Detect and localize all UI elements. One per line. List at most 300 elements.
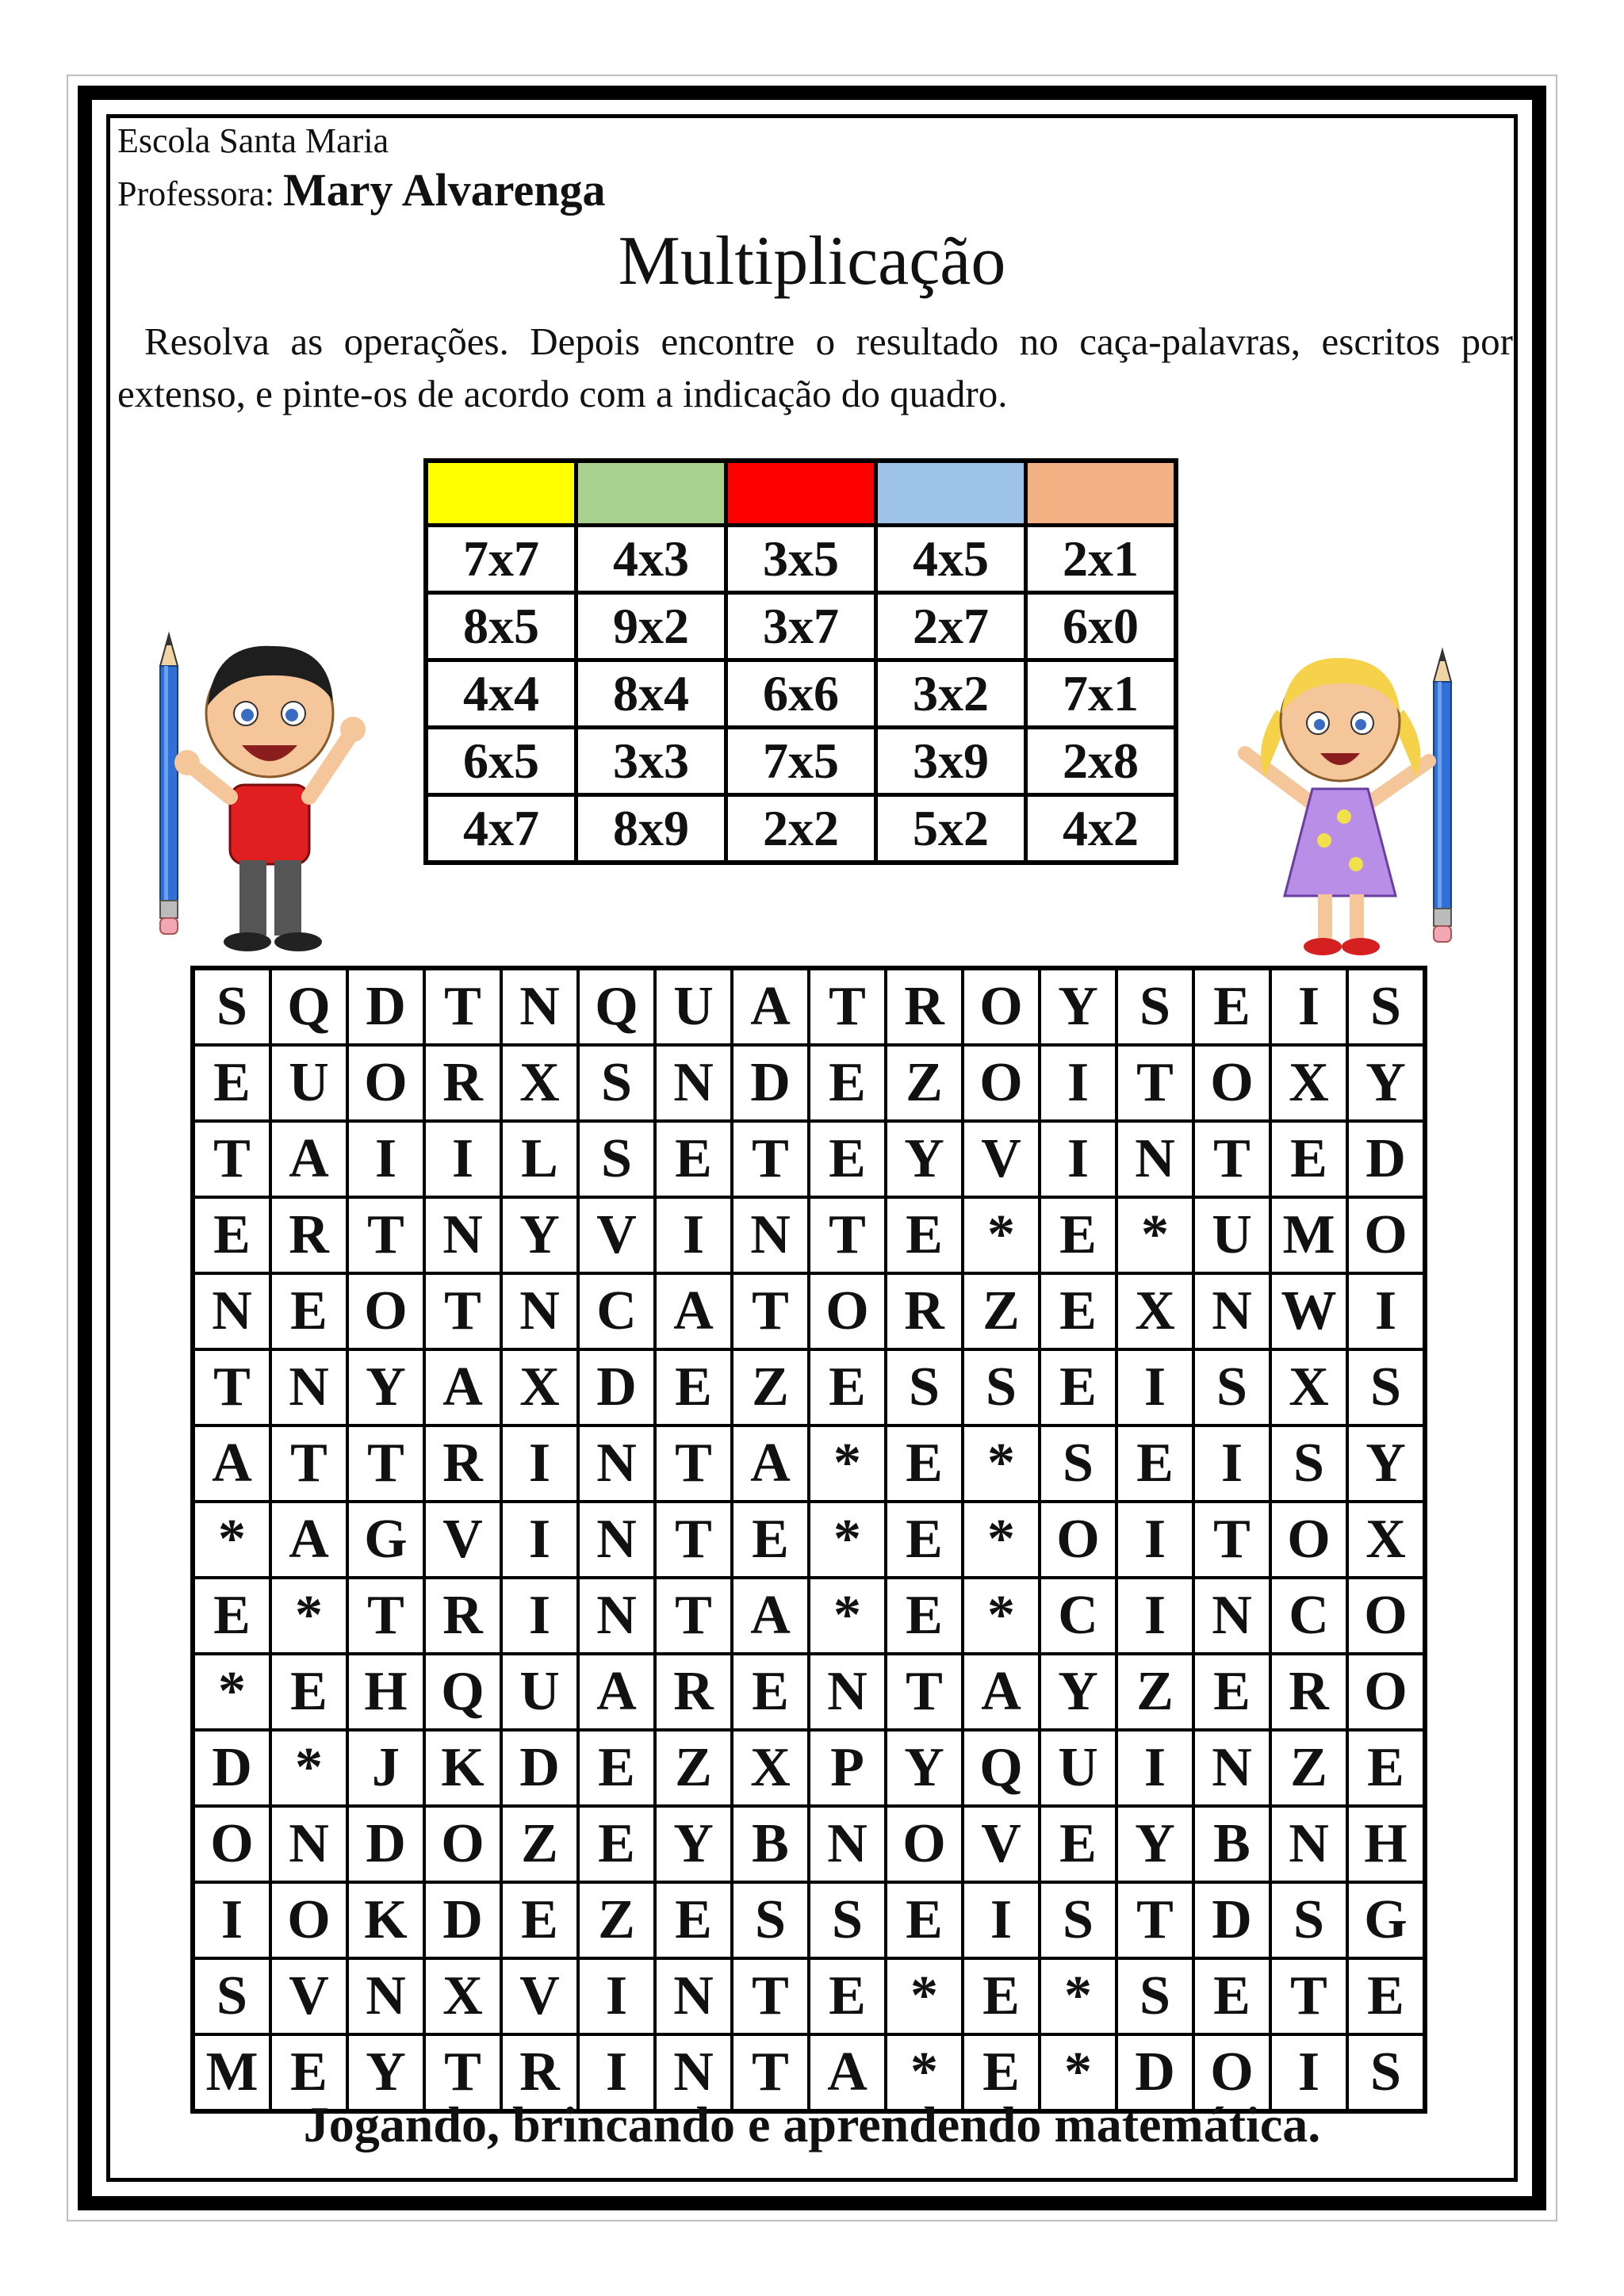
letter-cell[interactable]: I	[1193, 1425, 1270, 1502]
letter-cell[interactable]: I	[1040, 1121, 1116, 1197]
letter-cell[interactable]: *	[809, 1578, 886, 1654]
letter-cell[interactable]: V	[578, 1197, 655, 1273]
letter-cell[interactable]: *	[809, 1502, 886, 1578]
letter-cell[interactable]: N	[809, 1806, 886, 1882]
letter-cell[interactable]: D	[193, 1730, 270, 1806]
letter-cell[interactable]: S	[193, 1958, 270, 2034]
letter-cell[interactable]: N	[1116, 1121, 1193, 1197]
letter-cell[interactable]: O	[270, 1882, 347, 1958]
operation-row	[426, 660, 1176, 728]
letter-cell[interactable]: E	[809, 1121, 886, 1197]
letter-cell[interactable]: T	[732, 1273, 809, 1349]
color-swatch	[726, 461, 876, 526]
operation-cell: 3x9	[876, 728, 1026, 795]
letter-cell[interactable]: E	[1040, 1806, 1116, 1882]
word-search-row	[193, 1958, 1425, 2034]
operation-cell: 4x7	[426, 795, 576, 863]
letter-cell[interactable]: E	[732, 1654, 809, 1730]
letter-cell[interactable]: A	[732, 1578, 809, 1654]
letter-cell[interactable]: D	[501, 1730, 578, 1806]
letter-cell[interactable]: N	[501, 1273, 578, 1349]
letter-cell[interactable]: T	[732, 1958, 809, 2034]
letter-cell[interactable]: O	[886, 1806, 963, 1882]
letter-cell[interactable]: S	[732, 1882, 809, 1958]
letter-cell[interactable]: X	[1116, 1273, 1193, 1349]
letter-cell[interactable]: P	[809, 1730, 886, 1806]
letter-cell[interactable]: V	[501, 1958, 578, 2034]
operation-cell: 4x5	[876, 526, 1026, 593]
letter-cell[interactable]: Z	[963, 1273, 1040, 1349]
letter-cell[interactable]: S	[1347, 2034, 1425, 2111]
operation-cell: 4x2	[1026, 795, 1177, 863]
letter-cell[interactable]: Z	[501, 1806, 578, 1882]
letter-cell[interactable]: Y	[501, 1197, 578, 1273]
teacher-name: Mary Alvarenga	[282, 164, 606, 216]
letter-cell[interactable]: N	[655, 2034, 732, 2111]
letter-cell[interactable]: T	[1116, 1045, 1193, 1121]
letter-cell[interactable]: *	[886, 1958, 963, 2034]
girl-with-pencil-illustration	[1221, 634, 1467, 967]
letter-cell[interactable]: *	[270, 1730, 347, 1806]
letter-cell[interactable]: N	[270, 1806, 347, 1882]
letter-cell[interactable]: I	[1116, 1730, 1193, 1806]
letter-cell[interactable]: X	[1270, 1045, 1347, 1121]
letter-cell[interactable]: E	[1193, 1958, 1270, 2034]
letter-cell[interactable]: Y	[1040, 968, 1116, 1045]
operation-cell: 2x7	[876, 593, 1026, 660]
letter-cell[interactable]: S	[963, 1349, 1040, 1425]
letter-cell[interactable]: I	[655, 1197, 732, 1273]
letter-cell[interactable]: I	[578, 2034, 655, 2111]
color-swatch	[576, 461, 726, 526]
letter-cell[interactable]: T	[193, 1349, 270, 1425]
letter-cell[interactable]: N	[424, 1197, 501, 1273]
letter-cell[interactable]: E	[1040, 1349, 1116, 1425]
letter-cell[interactable]: O	[424, 1806, 501, 1882]
letter-cell[interactable]: Z	[1116, 1654, 1193, 1730]
operation-cell: 5x2	[876, 795, 1026, 863]
letter-cell[interactable]: R	[886, 968, 963, 1045]
operation-cell: 6x6	[726, 660, 876, 728]
letter-cell[interactable]: E	[193, 1578, 270, 1654]
letter-cell[interactable]: S	[1040, 1425, 1116, 1502]
color-swatch	[876, 461, 1026, 526]
letter-cell[interactable]: E	[809, 1958, 886, 2034]
letter-cell[interactable]: U	[270, 1045, 347, 1121]
word-search-row	[193, 1730, 1425, 1806]
letter-cell[interactable]: O	[1040, 1502, 1116, 1578]
letter-cell[interactable]: Y	[1347, 1425, 1425, 1502]
operation-cell: 2x8	[1026, 728, 1177, 795]
letter-cell[interactable]: O	[963, 1045, 1040, 1121]
word-search-row	[193, 1121, 1425, 1197]
letter-cell[interactable]: S	[809, 1882, 886, 1958]
letter-cell[interactable]: *	[963, 1197, 1040, 1273]
word-search-row	[193, 1654, 1425, 1730]
letter-cell[interactable]: T	[732, 1121, 809, 1197]
letter-cell[interactable]: X	[1347, 1502, 1425, 1578]
letter-cell[interactable]: R	[424, 1578, 501, 1654]
letter-cell[interactable]: S	[193, 968, 270, 1045]
letter-cell[interactable]: K	[347, 1882, 424, 1958]
letter-cell[interactable]: O	[347, 1045, 424, 1121]
letter-cell[interactable]: Z	[655, 1730, 732, 1806]
letter-cell[interactable]: I	[1116, 1349, 1193, 1425]
letter-cell[interactable]: T	[886, 1654, 963, 1730]
letter-cell[interactable]: E	[1270, 1121, 1347, 1197]
letter-cell[interactable]: X	[501, 1045, 578, 1121]
operation-cell: 4x4	[426, 660, 576, 728]
letter-cell[interactable]: T	[1193, 1121, 1270, 1197]
word-search-row	[193, 1578, 1425, 1654]
letter-cell[interactable]: E	[270, 1273, 347, 1349]
letter-cell[interactable]: E	[270, 2034, 347, 2111]
letter-cell[interactable]: A	[193, 1425, 270, 1502]
letter-cell[interactable]: E	[886, 1578, 963, 1654]
letter-cell[interactable]: E	[1347, 1730, 1425, 1806]
letter-cell[interactable]: R	[424, 1425, 501, 1502]
operation-cell: 3x7	[726, 593, 876, 660]
letter-cell[interactable]: *	[1040, 1958, 1116, 2034]
word-search-row	[193, 1197, 1425, 1273]
letter-cell[interactable]: N	[655, 1958, 732, 2034]
letter-cell[interactable]: D	[1347, 1121, 1425, 1197]
operation-row	[426, 795, 1176, 863]
operation-cell: 2x1	[1026, 526, 1177, 593]
letter-cell[interactable]: E	[1193, 1654, 1270, 1730]
letter-cell[interactable]: I	[1270, 968, 1347, 1045]
instructions-text: Resolva as operações. Depois encontre o resultado no caça-palavras, escritos por extenso, e pinte-os de acordo com a indicação do quadro.	[117, 320, 1513, 415]
operation-row	[426, 728, 1176, 795]
letter-cell[interactable]: S	[1270, 1425, 1347, 1502]
letter-cell[interactable]: I	[1347, 1273, 1425, 1349]
letter-cell[interactable]: S	[1193, 1349, 1270, 1425]
letter-cell[interactable]: C	[578, 1273, 655, 1349]
letter-cell[interactable]: X	[732, 1730, 809, 1806]
letter-cell[interactable]: E	[886, 1502, 963, 1578]
page-title: Multiplicação	[618, 223, 1006, 300]
letter-cell[interactable]: *	[963, 1578, 1040, 1654]
letter-cell[interactable]: S	[1116, 968, 1193, 1045]
letter-cell[interactable]: A	[809, 2034, 886, 2111]
letter-cell[interactable]: I	[1116, 1502, 1193, 1578]
color-swatch	[426, 461, 576, 526]
letter-cell[interactable]: E	[655, 1349, 732, 1425]
letter-cell[interactable]: M	[193, 2034, 270, 2111]
letter-cell[interactable]: L	[501, 1121, 578, 1197]
letter-cell[interactable]: U	[1193, 1197, 1270, 1273]
letter-cell[interactable]: *	[963, 1425, 1040, 1502]
letter-cell[interactable]: T	[809, 1197, 886, 1273]
operation-cell: 4x3	[576, 526, 726, 593]
letter-cell[interactable]: N	[578, 1502, 655, 1578]
letter-cell[interactable]: *	[193, 1654, 270, 1730]
letter-cell[interactable]: S	[1116, 1958, 1193, 2034]
operation-cell: 3x2	[876, 660, 1026, 728]
letter-cell[interactable]: N	[1193, 1730, 1270, 1806]
letter-cell[interactable]: V	[963, 1806, 1040, 1882]
letter-cell[interactable]: U	[655, 968, 732, 1045]
letter-cell[interactable]: T	[1270, 1958, 1347, 2034]
letter-cell[interactable]: X	[424, 1958, 501, 2034]
letter-cell[interactable]: H	[347, 1654, 424, 1730]
letter-cell[interactable]: I	[501, 1578, 578, 1654]
letter-cell[interactable]: E	[193, 1197, 270, 1273]
letter-cell[interactable]: T	[347, 1197, 424, 1273]
operation-row	[426, 526, 1176, 593]
letter-cell[interactable]: A	[732, 968, 809, 1045]
operation-cell: 3x3	[576, 728, 726, 795]
word-search-row	[193, 1502, 1425, 1578]
letter-cell[interactable]: I	[963, 1882, 1040, 1958]
letter-cell[interactable]: C	[1040, 1578, 1116, 1654]
operation-cell: 8x5	[426, 593, 576, 660]
letter-cell[interactable]: Y	[655, 1806, 732, 1882]
letter-cell[interactable]: A	[963, 1654, 1040, 1730]
letter-cell[interactable]: B	[732, 1806, 809, 1882]
letter-cell[interactable]: E	[886, 1425, 963, 1502]
letter-cell[interactable]: E	[1116, 1425, 1193, 1502]
letter-cell[interactable]: N	[1270, 1806, 1347, 1882]
letter-cell[interactable]: T	[1116, 1882, 1193, 1958]
letter-cell[interactable]: Y	[1347, 1045, 1425, 1121]
letter-cell[interactable]: N	[655, 1045, 732, 1121]
letter-cell[interactable]: A	[270, 1502, 347, 1578]
letter-cell[interactable]: O	[1347, 1578, 1425, 1654]
letter-cell[interactable]: E	[886, 1882, 963, 1958]
letter-cell[interactable]: N	[193, 1273, 270, 1349]
word-search-row	[193, 968, 1425, 1045]
letter-cell[interactable]: I	[501, 1502, 578, 1578]
letter-cell[interactable]: E	[270, 1654, 347, 1730]
operation-cell: 9x2	[576, 593, 726, 660]
letter-cell[interactable]: *	[886, 2034, 963, 2111]
letter-cell[interactable]: I	[424, 1121, 501, 1197]
letter-cell[interactable]: E	[809, 1045, 886, 1121]
letter-cell[interactable]: Q	[270, 968, 347, 1045]
letter-cell[interactable]: I	[347, 1121, 424, 1197]
letter-cell[interactable]: T	[809, 968, 886, 1045]
letter-cell[interactable]: T	[655, 1502, 732, 1578]
teacher-label: Professora:	[117, 174, 274, 213]
letter-cell[interactable]: X	[501, 1349, 578, 1425]
letter-cell[interactable]: I	[578, 1958, 655, 2034]
letter-cell[interactable]: O	[1347, 1654, 1425, 1730]
letter-cell[interactable]: N	[809, 1654, 886, 1730]
letter-cell[interactable]: O	[809, 1273, 886, 1349]
letter-cell[interactable]: R	[270, 1197, 347, 1273]
letter-cell[interactable]: N	[270, 1349, 347, 1425]
letter-cell[interactable]: U	[501, 1654, 578, 1730]
operation-cell: 8x9	[576, 795, 726, 863]
letter-cell[interactable]: T	[347, 1425, 424, 1502]
letter-cell[interactable]: T	[347, 1578, 424, 1654]
letter-cell[interactable]: R	[655, 1654, 732, 1730]
letter-cell[interactable]: N	[578, 1578, 655, 1654]
operation-cell: 6x5	[426, 728, 576, 795]
letter-cell[interactable]: E	[578, 1730, 655, 1806]
letter-cell[interactable]: V	[424, 1502, 501, 1578]
letter-cell[interactable]: G	[347, 1502, 424, 1578]
operation-cell: 2x2	[726, 795, 876, 863]
letter-cell[interactable]: *	[193, 1502, 270, 1578]
letter-cell[interactable]: O	[1347, 1197, 1425, 1273]
letter-cell[interactable]: E	[1040, 1273, 1116, 1349]
letter-cell[interactable]: E	[1040, 1197, 1116, 1273]
letter-cell[interactable]: V	[963, 1121, 1040, 1197]
letter-cell[interactable]: K	[424, 1730, 501, 1806]
letter-cell[interactable]: *	[809, 1425, 886, 1502]
letter-cell[interactable]: I	[1040, 1045, 1116, 1121]
word-search-row	[193, 1425, 1425, 1502]
letter-cell[interactable]: W	[1270, 1273, 1347, 1349]
letter-cell[interactable]: Y	[1116, 1806, 1193, 1882]
letter-cell[interactable]: X	[1270, 1349, 1347, 1425]
letter-cell[interactable]: A	[578, 1654, 655, 1730]
letter-cell[interactable]: T	[270, 1425, 347, 1502]
letter-cell[interactable]: E	[655, 1121, 732, 1197]
letter-cell[interactable]: S	[1347, 968, 1425, 1045]
word-search-row	[193, 1045, 1425, 1121]
word-search-row	[193, 1349, 1425, 1425]
letter-cell[interactable]: Z	[886, 1045, 963, 1121]
letter-cell[interactable]: O	[1270, 1502, 1347, 1578]
footer-slogan: Jogando, brincando e aprendendo matemática.	[303, 2096, 1321, 2152]
letter-cell[interactable]: N	[1193, 1578, 1270, 1654]
letter-cell[interactable]: M	[1270, 1197, 1347, 1273]
letter-cell[interactable]: C	[1270, 1578, 1347, 1654]
letter-cell[interactable]: S	[886, 1349, 963, 1425]
letter-cell[interactable]: E	[963, 2034, 1040, 2111]
letter-cell[interactable]: A	[655, 1273, 732, 1349]
letter-cell[interactable]: O	[1193, 2034, 1270, 2111]
letter-cell[interactable]: T	[655, 1425, 732, 1502]
operation-cell: 7x1	[1026, 660, 1177, 728]
letter-cell[interactable]: Q	[963, 1730, 1040, 1806]
letter-cell[interactable]: D	[347, 1806, 424, 1882]
teacher-line	[117, 166, 605, 218]
letter-cell[interactable]: Z	[1270, 1730, 1347, 1806]
letter-cell[interactable]: O	[1193, 1045, 1270, 1121]
school-name: Escola Santa Maria	[117, 121, 389, 160]
letter-cell[interactable]: A	[270, 1121, 347, 1197]
operation-cell: 7x7	[426, 526, 576, 593]
letter-cell[interactable]: E	[732, 1502, 809, 1578]
letter-cell[interactable]: E	[886, 1197, 963, 1273]
letter-cell[interactable]: O	[963, 968, 1040, 1045]
letter-cell[interactable]: B	[1193, 1806, 1270, 1882]
letter-cell[interactable]: I	[1270, 2034, 1347, 2111]
letter-cell[interactable]: D	[424, 1882, 501, 1958]
operation-cell: 8x4	[576, 660, 726, 728]
letter-cell[interactable]: A	[424, 1349, 501, 1425]
letter-cell[interactable]: N	[347, 1958, 424, 2034]
operation-cell: 7x5	[726, 728, 876, 795]
color-swatch	[1026, 461, 1177, 526]
letter-cell[interactable]: O	[193, 1806, 270, 1882]
letter-cell[interactable]: T	[655, 1578, 732, 1654]
letter-cell[interactable]: *	[963, 1502, 1040, 1578]
letter-cell[interactable]: R	[1270, 1654, 1347, 1730]
letter-cell[interactable]: *	[270, 1578, 347, 1654]
letter-cell[interactable]: Q	[424, 1654, 501, 1730]
letter-cell[interactable]: Q	[578, 968, 655, 1045]
letter-cell[interactable]: E	[578, 1806, 655, 1882]
letter-cell[interactable]: D	[1193, 1882, 1270, 1958]
letter-cell[interactable]: T	[424, 2034, 501, 2111]
letter-cell[interactable]: Y	[1040, 1654, 1116, 1730]
letter-cell[interactable]: T	[732, 2034, 809, 2111]
letter-cell[interactable]: V	[270, 1958, 347, 2034]
letter-cell[interactable]: N	[578, 1425, 655, 1502]
letter-cell[interactable]: R	[501, 2034, 578, 2111]
letter-cell[interactable]: E	[193, 1045, 270, 1121]
letter-cell[interactable]: E	[1347, 1958, 1425, 2034]
letter-cell[interactable]: N	[732, 1197, 809, 1273]
letter-cell[interactable]: Z	[578, 1882, 655, 1958]
letter-cell[interactable]: N	[501, 968, 578, 1045]
letter-cell[interactable]: S	[578, 1121, 655, 1197]
letter-cell[interactable]: T	[424, 1273, 501, 1349]
letter-cell[interactable]: Y	[347, 2034, 424, 2111]
letter-cell[interactable]: G	[1347, 1882, 1425, 1958]
letter-cell[interactable]: E	[963, 1958, 1040, 2034]
letter-cell[interactable]: J	[347, 1730, 424, 1806]
letter-cell[interactable]: T	[193, 1121, 270, 1197]
letter-cell[interactable]: R	[886, 1273, 963, 1349]
letter-cell[interactable]: *	[1040, 2034, 1116, 2111]
letter-cell[interactable]: S	[578, 1045, 655, 1121]
letter-cell[interactable]: N	[1193, 1273, 1270, 1349]
color-swatch-row	[426, 461, 1176, 526]
letter-cell[interactable]: Y	[347, 1349, 424, 1425]
letter-cell[interactable]: S	[1347, 1349, 1425, 1425]
letter-cell[interactable]: E	[1193, 968, 1270, 1045]
letter-cell[interactable]: D	[578, 1349, 655, 1425]
operation-row	[426, 593, 1176, 660]
color-key-table	[423, 458, 1178, 865]
letter-cell[interactable]: E	[655, 1882, 732, 1958]
letter-cell[interactable]: R	[424, 1045, 501, 1121]
letter-cell[interactable]: A	[732, 1425, 809, 1502]
word-search-row	[193, 1806, 1425, 1882]
letter-cell[interactable]: *	[1116, 1197, 1193, 1273]
word-search-row	[193, 1882, 1425, 1958]
letter-cell[interactable]: Y	[886, 1121, 963, 1197]
letter-cell[interactable]: E	[501, 1882, 578, 1958]
letter-cell[interactable]: D	[1116, 2034, 1193, 2111]
letter-cell[interactable]: D	[732, 1045, 809, 1121]
letter-cell[interactable]: I	[501, 1425, 578, 1502]
letter-cell[interactable]: I	[1116, 1578, 1193, 1654]
letter-cell[interactable]: Y	[886, 1730, 963, 1806]
letter-cell[interactable]: T	[1193, 1502, 1270, 1578]
letter-cell[interactable]: S	[1270, 1882, 1347, 1958]
letter-cell[interactable]: S	[1040, 1882, 1116, 1958]
letter-cell[interactable]: H	[1347, 1806, 1425, 1882]
letter-cell[interactable]: E	[809, 1349, 886, 1425]
letter-cell[interactable]: T	[424, 968, 501, 1045]
letter-cell[interactable]: I	[193, 1882, 270, 1958]
word-search-row	[193, 1273, 1425, 1349]
operation-cell: 3x5	[726, 526, 876, 593]
boy-with-pencil-illustration	[143, 618, 373, 967]
letter-cell[interactable]: D	[347, 968, 424, 1045]
letter-cell[interactable]: U	[1040, 1730, 1116, 1806]
word-search-grid	[190, 966, 1427, 2114]
letter-cell[interactable]: Z	[732, 1349, 809, 1425]
letter-cell[interactable]: O	[347, 1273, 424, 1349]
